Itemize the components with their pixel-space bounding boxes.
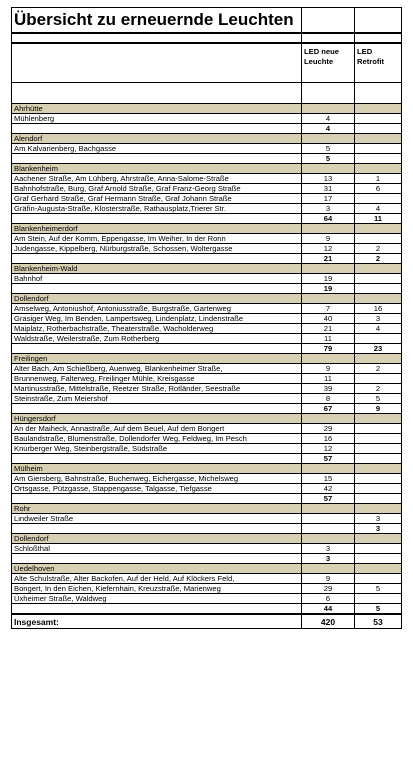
street-cell: Maiplatz, Rotherbachstraße, Theaterstraße, Wacholderweg <box>12 324 302 334</box>
led-new-cell: 29 <box>302 584 355 594</box>
title-row <box>12 8 402 34</box>
street-cell: Ortsgasse, Pützgasse, Stappengasse, Talgasse, Tiefgasse <box>12 484 302 494</box>
total-led-new: 420 <box>302 614 355 629</box>
led-new-cell: 12 <box>302 244 355 254</box>
table-row <box>12 204 402 214</box>
table-row <box>12 364 402 374</box>
table-row <box>12 434 402 444</box>
group-name: Mülheim <box>12 464 302 474</box>
street-cell: Grasiger Weg, Im Benden, Lampertsweg, Lindenplatz, Lindenstraße <box>12 314 302 324</box>
subtotal-label-cell <box>12 254 302 264</box>
led-retrofit-cell: 1 <box>355 174 402 184</box>
group-header-row <box>12 504 402 514</box>
subtotal-led-new: 79 <box>302 344 355 354</box>
subtotal-label-cell <box>12 154 302 164</box>
subtotal-row <box>12 604 402 615</box>
street-cell: Bongert, In den Eichen, Kiefernhain, Kreuzstraße, Marienweg <box>12 584 302 594</box>
table-row <box>12 584 402 594</box>
subtotal-row <box>12 154 402 164</box>
led-retrofit-cell <box>355 484 402 494</box>
total-led-retrofit: 53 <box>355 614 402 629</box>
table-row <box>12 474 402 484</box>
led-new-cell: 7 <box>302 304 355 314</box>
group-cell-new <box>302 294 355 304</box>
group-name: Dollendorf <box>12 294 302 304</box>
group-cell-retro <box>355 464 402 474</box>
title-cell-retro <box>355 8 402 34</box>
table-row <box>12 394 402 404</box>
subtotal-label-cell <box>12 124 302 134</box>
group-cell-new <box>302 564 355 574</box>
subtotal-label-cell <box>12 494 302 504</box>
led-new-cell: 11 <box>302 374 355 384</box>
subtotal-label-cell <box>12 344 302 354</box>
street-cell: Aachener Straße, Am Lühberg, Ahrstraße, Anna-Salome-Straße <box>12 174 302 184</box>
table-row <box>12 194 402 204</box>
led-new-cell: 12 <box>302 444 355 454</box>
subtotal-led-retrofit <box>355 454 402 464</box>
subtotal-row <box>12 254 402 264</box>
group-header-row <box>12 104 402 114</box>
subtotal-label-cell <box>12 404 302 414</box>
subtotal-row <box>12 124 402 134</box>
subtotal-led-retrofit <box>355 284 402 294</box>
group-cell-new <box>302 414 355 424</box>
table-row <box>12 304 402 314</box>
group-header-row <box>12 414 402 424</box>
group-name: Ahrhütte <box>12 104 302 114</box>
table-row <box>12 274 402 284</box>
group-cell-retro <box>355 564 402 574</box>
led-new-cell <box>302 514 355 524</box>
led-retrofit-cell: 5 <box>355 584 402 594</box>
table-row <box>12 574 402 584</box>
led-new-cell: 9 <box>302 364 355 374</box>
street-cell: Am Kalvarienberg, Bachgasse <box>12 144 302 154</box>
group-header-row <box>12 354 402 364</box>
led-new-cell: 16 <box>302 434 355 444</box>
subtotal-led-new: 44 <box>302 604 355 615</box>
group-header-row <box>12 534 402 544</box>
street-cell: Brunnenweg, Falterweg, Freilinger Mühle, Kreisgasse <box>12 374 302 384</box>
subtotal-label-cell <box>12 214 302 224</box>
led-retrofit-cell <box>355 544 402 554</box>
group-header-row <box>12 164 402 174</box>
led-new-cell: 4 <box>302 114 355 124</box>
group-cell-retro <box>355 104 402 114</box>
group-cell-new <box>302 164 355 174</box>
led-retrofit-cell: 16 <box>355 304 402 314</box>
table-row <box>12 594 402 604</box>
subtotal-led-new: 19 <box>302 284 355 294</box>
group-cell-retro <box>355 504 402 514</box>
subtotal-row <box>12 494 402 504</box>
group-cell-retro <box>355 534 402 544</box>
led-retrofit-cell: 2 <box>355 364 402 374</box>
street-cell: Knurberger Weg, Steinbergstraße, Südstraße <box>12 444 302 454</box>
street-cell: Mühlenberg <box>12 114 302 124</box>
group-cell-new <box>302 504 355 514</box>
group-name: Blankenheim-Wald <box>12 264 302 274</box>
group-cell-new <box>302 534 355 544</box>
table-row <box>12 144 402 154</box>
subtotal-led-new: 3 <box>302 554 355 564</box>
group-header-row <box>12 224 402 234</box>
total-row <box>12 614 402 629</box>
led-retrofit-cell <box>355 274 402 284</box>
subtotal-row <box>12 404 402 414</box>
table-row <box>12 444 402 454</box>
subtotal-led-retrofit <box>355 554 402 564</box>
led-retrofit-cell <box>355 444 402 454</box>
led-new-cell: 31 <box>302 184 355 194</box>
table-row <box>12 324 402 334</box>
led-new-cell: 5 <box>302 144 355 154</box>
group-cell-retro <box>355 164 402 174</box>
subtotal-row <box>12 554 402 564</box>
led-new-cell: 6 <box>302 594 355 604</box>
led-retrofit-cell: 3 <box>355 314 402 324</box>
street-cell: Bahnhof <box>12 274 302 284</box>
led-new-cell: 19 <box>302 274 355 284</box>
subtotal-led-retrofit: 2 <box>355 254 402 264</box>
subtotal-led-new: 21 <box>302 254 355 264</box>
subtotal-label-cell <box>12 454 302 464</box>
total-label: Insgesamt: <box>12 614 302 629</box>
table-row <box>12 544 402 554</box>
led-retrofit-cell: 4 <box>355 324 402 334</box>
table-row <box>12 334 402 344</box>
subtotal-led-retrofit: 3 <box>355 524 402 534</box>
group-cell-new <box>302 224 355 234</box>
group-cell-retro <box>355 224 402 234</box>
group-header-row <box>12 294 402 304</box>
title-cell-new <box>302 8 355 34</box>
group-name: Blankenheim <box>12 164 302 174</box>
table-row <box>12 234 402 244</box>
led-new-cell: 8 <box>302 394 355 404</box>
led-retrofit-cell <box>355 434 402 444</box>
group-header-row <box>12 134 402 144</box>
group-name: Blankenheimerdorf <box>12 224 302 234</box>
table-row <box>12 114 402 124</box>
led-new-cell: 29 <box>302 424 355 434</box>
led-retrofit-cell <box>355 374 402 384</box>
column-header-street <box>12 43 302 83</box>
led-retrofit-cell <box>355 234 402 244</box>
group-cell-retro <box>355 134 402 144</box>
column-header-led-new: LED neue Leuchte <box>302 43 355 83</box>
group-name: Uedelhoven <box>12 564 302 574</box>
group-header-row <box>12 464 402 474</box>
led-retrofit-cell <box>355 114 402 124</box>
led-retrofit-cell: 6 <box>355 184 402 194</box>
street-cell: Waldstraße, Weilerstraße, Zum Rotherberg <box>12 334 302 344</box>
street-cell: Steinstraße, Zum Meiershof <box>12 394 302 404</box>
subtotal-row <box>12 214 402 224</box>
subtotal-led-retrofit <box>355 154 402 164</box>
street-cell: Alte Schulstraße, Alter Backofen, Auf der Held, Auf Klöckers Feld, <box>12 574 302 584</box>
subtotal-led-new: 57 <box>302 454 355 464</box>
subtotal-led-retrofit: 23 <box>355 344 402 354</box>
subtotal-label-cell <box>12 554 302 564</box>
subtotal-row <box>12 524 402 534</box>
subtotal-led-new: 67 <box>302 404 355 414</box>
subtotal-led-retrofit: 5 <box>355 604 402 615</box>
led-retrofit-cell: 4 <box>355 204 402 214</box>
subtotal-row <box>12 344 402 354</box>
subtotal-led-new <box>302 524 355 534</box>
led-new-cell: 9 <box>302 574 355 584</box>
led-new-cell: 42 <box>302 484 355 494</box>
group-cell-retro <box>355 414 402 424</box>
subtotal-label-cell <box>12 524 302 534</box>
subtotal-led-retrofit <box>355 494 402 504</box>
group-cell-retro <box>355 264 402 274</box>
street-cell: Martinusstraße, Mittelstraße, Reetzer Straße, Rotländer, Seestraße <box>12 384 302 394</box>
subtotal-row <box>12 284 402 294</box>
led-retrofit-cell <box>355 574 402 584</box>
table-row <box>12 514 402 524</box>
street-cell: An der Maiheck, Annastraße, Auf dem Beuel, Auf dem Bongert <box>12 424 302 434</box>
street-cell: Baulandstraße, Blumenstraße, Dollendorfer Weg, Feldweg, Im Pesch <box>12 434 302 444</box>
table-row <box>12 244 402 254</box>
led-new-cell: 3 <box>302 204 355 214</box>
subtotal-led-new: 5 <box>302 154 355 164</box>
led-retrofit-cell: 2 <box>355 244 402 254</box>
subtotal-label-cell <box>12 284 302 294</box>
spreadsheet <box>11 7 401 629</box>
group-name: Freilingen <box>12 354 302 364</box>
street-cell: Graf Gerhard Straße, Graf Hermann Straße, Graf Johann Straße <box>12 194 302 204</box>
group-name: Dollendorf <box>12 534 302 544</box>
led-new-cell: 17 <box>302 194 355 204</box>
group-cell-new <box>302 354 355 364</box>
led-new-cell: 3 <box>302 544 355 554</box>
spacer-row <box>12 33 402 43</box>
group-cell-new <box>302 134 355 144</box>
subtotal-led-new: 4 <box>302 124 355 134</box>
led-new-cell: 11 <box>302 334 355 344</box>
street-cell: Judengasse, Kippelberg, Nürburgstraße, Schossen, Woltergasse <box>12 244 302 254</box>
table-row <box>12 174 402 184</box>
group-header-row <box>12 264 402 274</box>
group-cell-new <box>302 104 355 114</box>
group-name: Rohr <box>12 504 302 514</box>
street-cell: Amselweg, Antoniushof, Antoniusstraße, Burgstraße, Gartenweg <box>12 304 302 314</box>
group-cell-retro <box>355 294 402 304</box>
street-cell: Am Giersberg, Bahnstraße, Buchenweg, Eichergasse, Michelsweg <box>12 474 302 484</box>
led-new-cell: 21 <box>302 324 355 334</box>
led-new-cell: 39 <box>302 384 355 394</box>
led-retrofit-cell <box>355 424 402 434</box>
group-cell-new <box>302 464 355 474</box>
column-header-led-retrofit: LED Retrofit <box>355 43 402 83</box>
group-name: Alendorf <box>12 134 302 144</box>
led-retrofit-cell <box>355 194 402 204</box>
subtotal-led-retrofit <box>355 124 402 134</box>
led-retrofit-cell: 2 <box>355 384 402 394</box>
street-cell: Gräfin-Augusta-Straße, Klosterstraße, Rathausplatz,Trierer Str. <box>12 204 302 214</box>
street-cell: Üxheimer Straße, Waldweg <box>12 594 302 604</box>
subtotal-led-retrofit: 11 <box>355 214 402 224</box>
table-row <box>12 314 402 324</box>
subtotal-label-cell <box>12 604 302 615</box>
street-cell: Schloßthal <box>12 544 302 554</box>
subtotal-led-new: 64 <box>302 214 355 224</box>
column-header-row <box>12 43 402 83</box>
led-retrofit-cell <box>355 144 402 154</box>
led-retrofit-cell <box>355 594 402 604</box>
group-header-row <box>12 564 402 574</box>
street-cell: Lindweiler Straße <box>12 514 302 524</box>
page-title: Übersicht zu erneuernde Leuchten <box>12 8 302 34</box>
led-new-cell: 15 <box>302 474 355 484</box>
table-row <box>12 374 402 384</box>
led-retrofit-cell <box>355 334 402 344</box>
table-row <box>12 424 402 434</box>
table-row <box>12 484 402 494</box>
group-name: Hüngersdorf <box>12 414 302 424</box>
group-cell-new <box>302 264 355 274</box>
spacer-row <box>12 83 402 104</box>
led-new-cell: 13 <box>302 174 355 184</box>
table-row <box>12 384 402 394</box>
street-cell: Bahnhofstraße, Burg, Graf Arnold Straße, Graf Franz-Georg Straße <box>12 184 302 194</box>
table-row <box>12 184 402 194</box>
led-retrofit-cell <box>355 474 402 484</box>
led-new-cell: 40 <box>302 314 355 324</box>
subtotal-row <box>12 454 402 464</box>
led-new-cell: 9 <box>302 234 355 244</box>
led-retrofit-cell: 3 <box>355 514 402 524</box>
luminaire-table <box>11 7 402 629</box>
street-cell: Alter Bach, Am Schießberg, Auenweg, Blankenheimer Straße, <box>12 364 302 374</box>
subtotal-led-retrofit: 9 <box>355 404 402 414</box>
led-retrofit-cell: 5 <box>355 394 402 404</box>
street-cell: Am Stein, Auf der Komm, Eppengasse, Im Weiher, In der Ronn <box>12 234 302 244</box>
subtotal-led-new: 57 <box>302 494 355 504</box>
group-cell-retro <box>355 354 402 364</box>
